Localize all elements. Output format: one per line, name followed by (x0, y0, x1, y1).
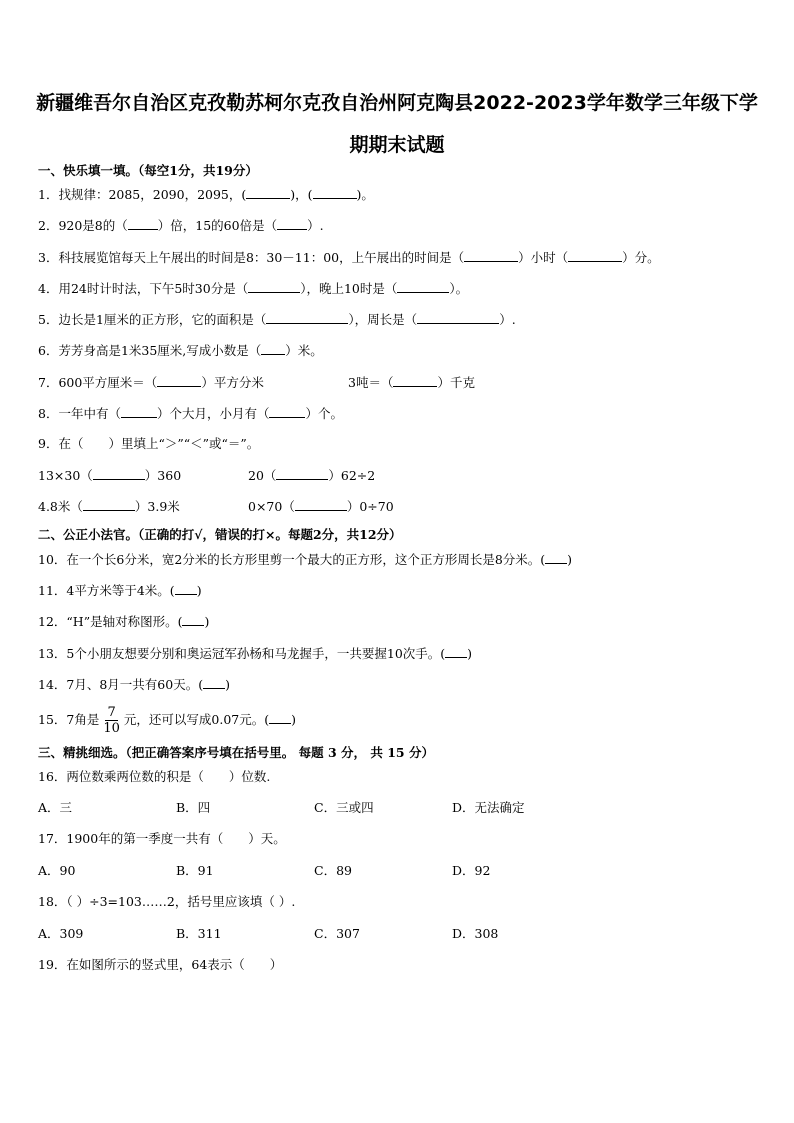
page-title-line2: 期期末试题 (349, 134, 445, 156)
answer-blank[interactable] (277, 217, 307, 230)
question-16-option-c[interactable]: C．三或四 (314, 800, 374, 815)
question-7 (38, 374, 264, 391)
question-9-text: ）0÷70 (346, 499, 394, 514)
question-7-text: 3吨＝（ (348, 375, 394, 390)
question-2-text: 2．920是8的（ (38, 218, 128, 233)
answer-blank[interactable] (93, 467, 145, 480)
question-17-option-b[interactable]: B．91 (176, 863, 214, 878)
question-6-text: 6．芳芳身高是1米35厘米,写成小数是（ (38, 343, 262, 358)
question-18: 18．（ ）÷3=103……2，括号里应该填（ ）. (38, 894, 296, 909)
question-1-text: )。 (356, 187, 374, 202)
question-4-text: ），晚上10时是（ (300, 281, 398, 296)
question-5-text: ），周长是（ (348, 312, 418, 327)
question-13 (38, 645, 472, 662)
answer-blank[interactable] (175, 582, 197, 595)
question-7-part2 (348, 374, 475, 391)
question-15-text: 15．7角是 (38, 712, 100, 727)
answer-blank[interactable] (269, 711, 291, 724)
question-18-option-c[interactable]: C．307 (314, 926, 360, 941)
question-14 (38, 676, 230, 693)
question-9-text: 4.8米（ (38, 499, 83, 514)
answer-blank[interactable] (182, 613, 204, 626)
answer-blank[interactable] (393, 374, 437, 387)
question-12 (38, 613, 209, 630)
question-16-option-a[interactable]: A．三 (38, 800, 73, 815)
question-1 (38, 186, 374, 203)
answer-blank[interactable] (445, 645, 467, 658)
answer-blank[interactable] (295, 498, 347, 511)
question-11-text: 11．4平方米等于4米。( (38, 583, 175, 598)
question-9-text: 20（ (248, 468, 277, 483)
question-16-option-b[interactable]: B．四 (176, 800, 211, 815)
question-2 (38, 217, 324, 234)
question-13-text: ) (467, 646, 473, 661)
question-9: 9．在（ ）里填上“＞”“＜”或“＝”。 (38, 436, 260, 451)
answer-blank[interactable] (266, 311, 348, 324)
question-18-option-d[interactable]: D．308 (452, 926, 499, 941)
question-1-text: )，( (290, 187, 313, 202)
answer-blank[interactable] (248, 280, 300, 293)
question-2-text: ）倍，15的60倍是（ (157, 218, 278, 233)
question-12-text: 12．“H”是轴对称图形。( (38, 614, 183, 629)
answer-blank[interactable] (276, 467, 328, 480)
question-19: 19．在如图所示的竖式里，64表示（ ） (38, 957, 283, 972)
question-11 (38, 582, 202, 599)
question-16: 16．两位数乘两位数的积是（ ）位数. (38, 769, 271, 784)
question-10-text: ) (567, 552, 573, 567)
question-8 (38, 405, 343, 422)
fraction-denominator: 10 (103, 721, 120, 736)
answer-blank[interactable] (417, 311, 499, 324)
question-9-text: 0×70（ (248, 499, 295, 514)
question-3-text: ）小时（ (518, 250, 569, 265)
question-1-text: 1．找规律：2085，2090，2095，( (38, 187, 247, 202)
question-15-text: ) (291, 712, 297, 727)
answer-blank[interactable] (397, 280, 449, 293)
question-7-text: ）平方分米 (201, 375, 264, 390)
question-11-text: ) (196, 583, 202, 598)
question-7-text: 7．600平方厘米＝（ (38, 375, 158, 390)
question-9-text: ）360 (144, 468, 182, 483)
question-6 (38, 342, 323, 359)
question-3-text: 3．科技展览馆每天上午展出的时间是8：30－11：00，上午展出的时间是（ (38, 250, 465, 265)
page-title-line1: 新疆维吾尔自治区克孜勒苏柯尔克孜自治州阿克陶县2022-2023学年数学三年级下学 (36, 92, 758, 114)
answer-blank[interactable] (269, 405, 305, 418)
question-9-text: 13×30（ (38, 468, 93, 483)
question-17: 17．1900年的第一季度一共有（ ）天。 (38, 831, 286, 846)
question-18-option-a[interactable]: A．309 (38, 926, 84, 941)
question-3 (38, 249, 660, 266)
question-17-option-c[interactable]: C．89 (314, 863, 352, 878)
question-9-text: ）3.9米 (134, 499, 180, 514)
question-15 (38, 703, 296, 737)
question-5-text: ）. (499, 312, 516, 327)
question-16-option-d[interactable]: D．无法确定 (452, 800, 525, 815)
section-3-heading: 三、精挑细选。（把正确答案序号填在括号里。 每题 3 分， 共 15 分） (38, 745, 434, 760)
question-14-text: ) (225, 677, 230, 692)
section-1-heading: 一、快乐填一填。（每空1分，共19分） (38, 163, 258, 178)
question-17-option-a[interactable]: A．90 (38, 863, 76, 878)
question-4-text: 4．用24时计时法，下午5时30分是（ (38, 281, 249, 296)
question-3-text: ）分。 (622, 250, 660, 265)
question-7-text: ）千克 (437, 375, 475, 390)
answer-blank[interactable] (203, 676, 225, 689)
question-15-text: 元，还可以写成0.07元。( (123, 712, 270, 727)
answer-blank[interactable] (545, 551, 567, 564)
answer-blank[interactable] (261, 342, 285, 355)
question-13-text: 13．5个小朋友想要分别和奥运冠军孙杨和马龙握手，一共要握10次手。( (38, 646, 446, 661)
answer-blank[interactable] (128, 217, 158, 230)
question-2-text: ）. (307, 218, 324, 233)
question-6-text: ）米。 (285, 343, 323, 358)
answer-blank[interactable] (83, 498, 135, 511)
question-9-row1-part2 (248, 467, 375, 484)
question-9-row1 (38, 467, 181, 484)
answer-blank[interactable] (121, 405, 157, 418)
fraction-numerator: 7 (107, 705, 116, 720)
question-10 (38, 551, 572, 568)
question-8-text: ）个。 (305, 406, 343, 421)
answer-blank[interactable] (246, 186, 290, 199)
question-9-row2 (38, 498, 180, 515)
answer-blank[interactable] (157, 374, 201, 387)
answer-blank[interactable] (464, 249, 518, 262)
question-5 (38, 311, 516, 328)
question-5-text: 5．边长是1厘米的正方形，它的面积是（ (38, 312, 267, 327)
answer-blank[interactable] (568, 249, 622, 262)
question-10-text: 10．在一个长6分米，宽2分米的长方形里剪一个最大的正方形，这个正方形周长是8分米。( (38, 552, 546, 567)
fraction (101, 705, 122, 736)
section-2-heading: 二、公正小法官。（正确的打√，错误的打×。每题2分，共12分） (38, 527, 402, 542)
question-8-text: 8．一年中有（ (38, 406, 121, 421)
question-9-text: ）62÷2 (328, 468, 376, 483)
question-4 (38, 280, 468, 297)
question-8-text: ）个大月，小月有（ (156, 406, 270, 421)
question-17-option-d[interactable]: D．92 (452, 863, 491, 878)
question-9-row2-part2 (248, 498, 394, 515)
question-4-text: ）。 (449, 281, 469, 296)
question-12-text: ) (204, 614, 210, 629)
question-18-option-b[interactable]: B．311 (176, 926, 222, 941)
question-14-text: 14．7月、8月一共有60天。( (38, 677, 204, 692)
answer-blank[interactable] (313, 186, 357, 199)
